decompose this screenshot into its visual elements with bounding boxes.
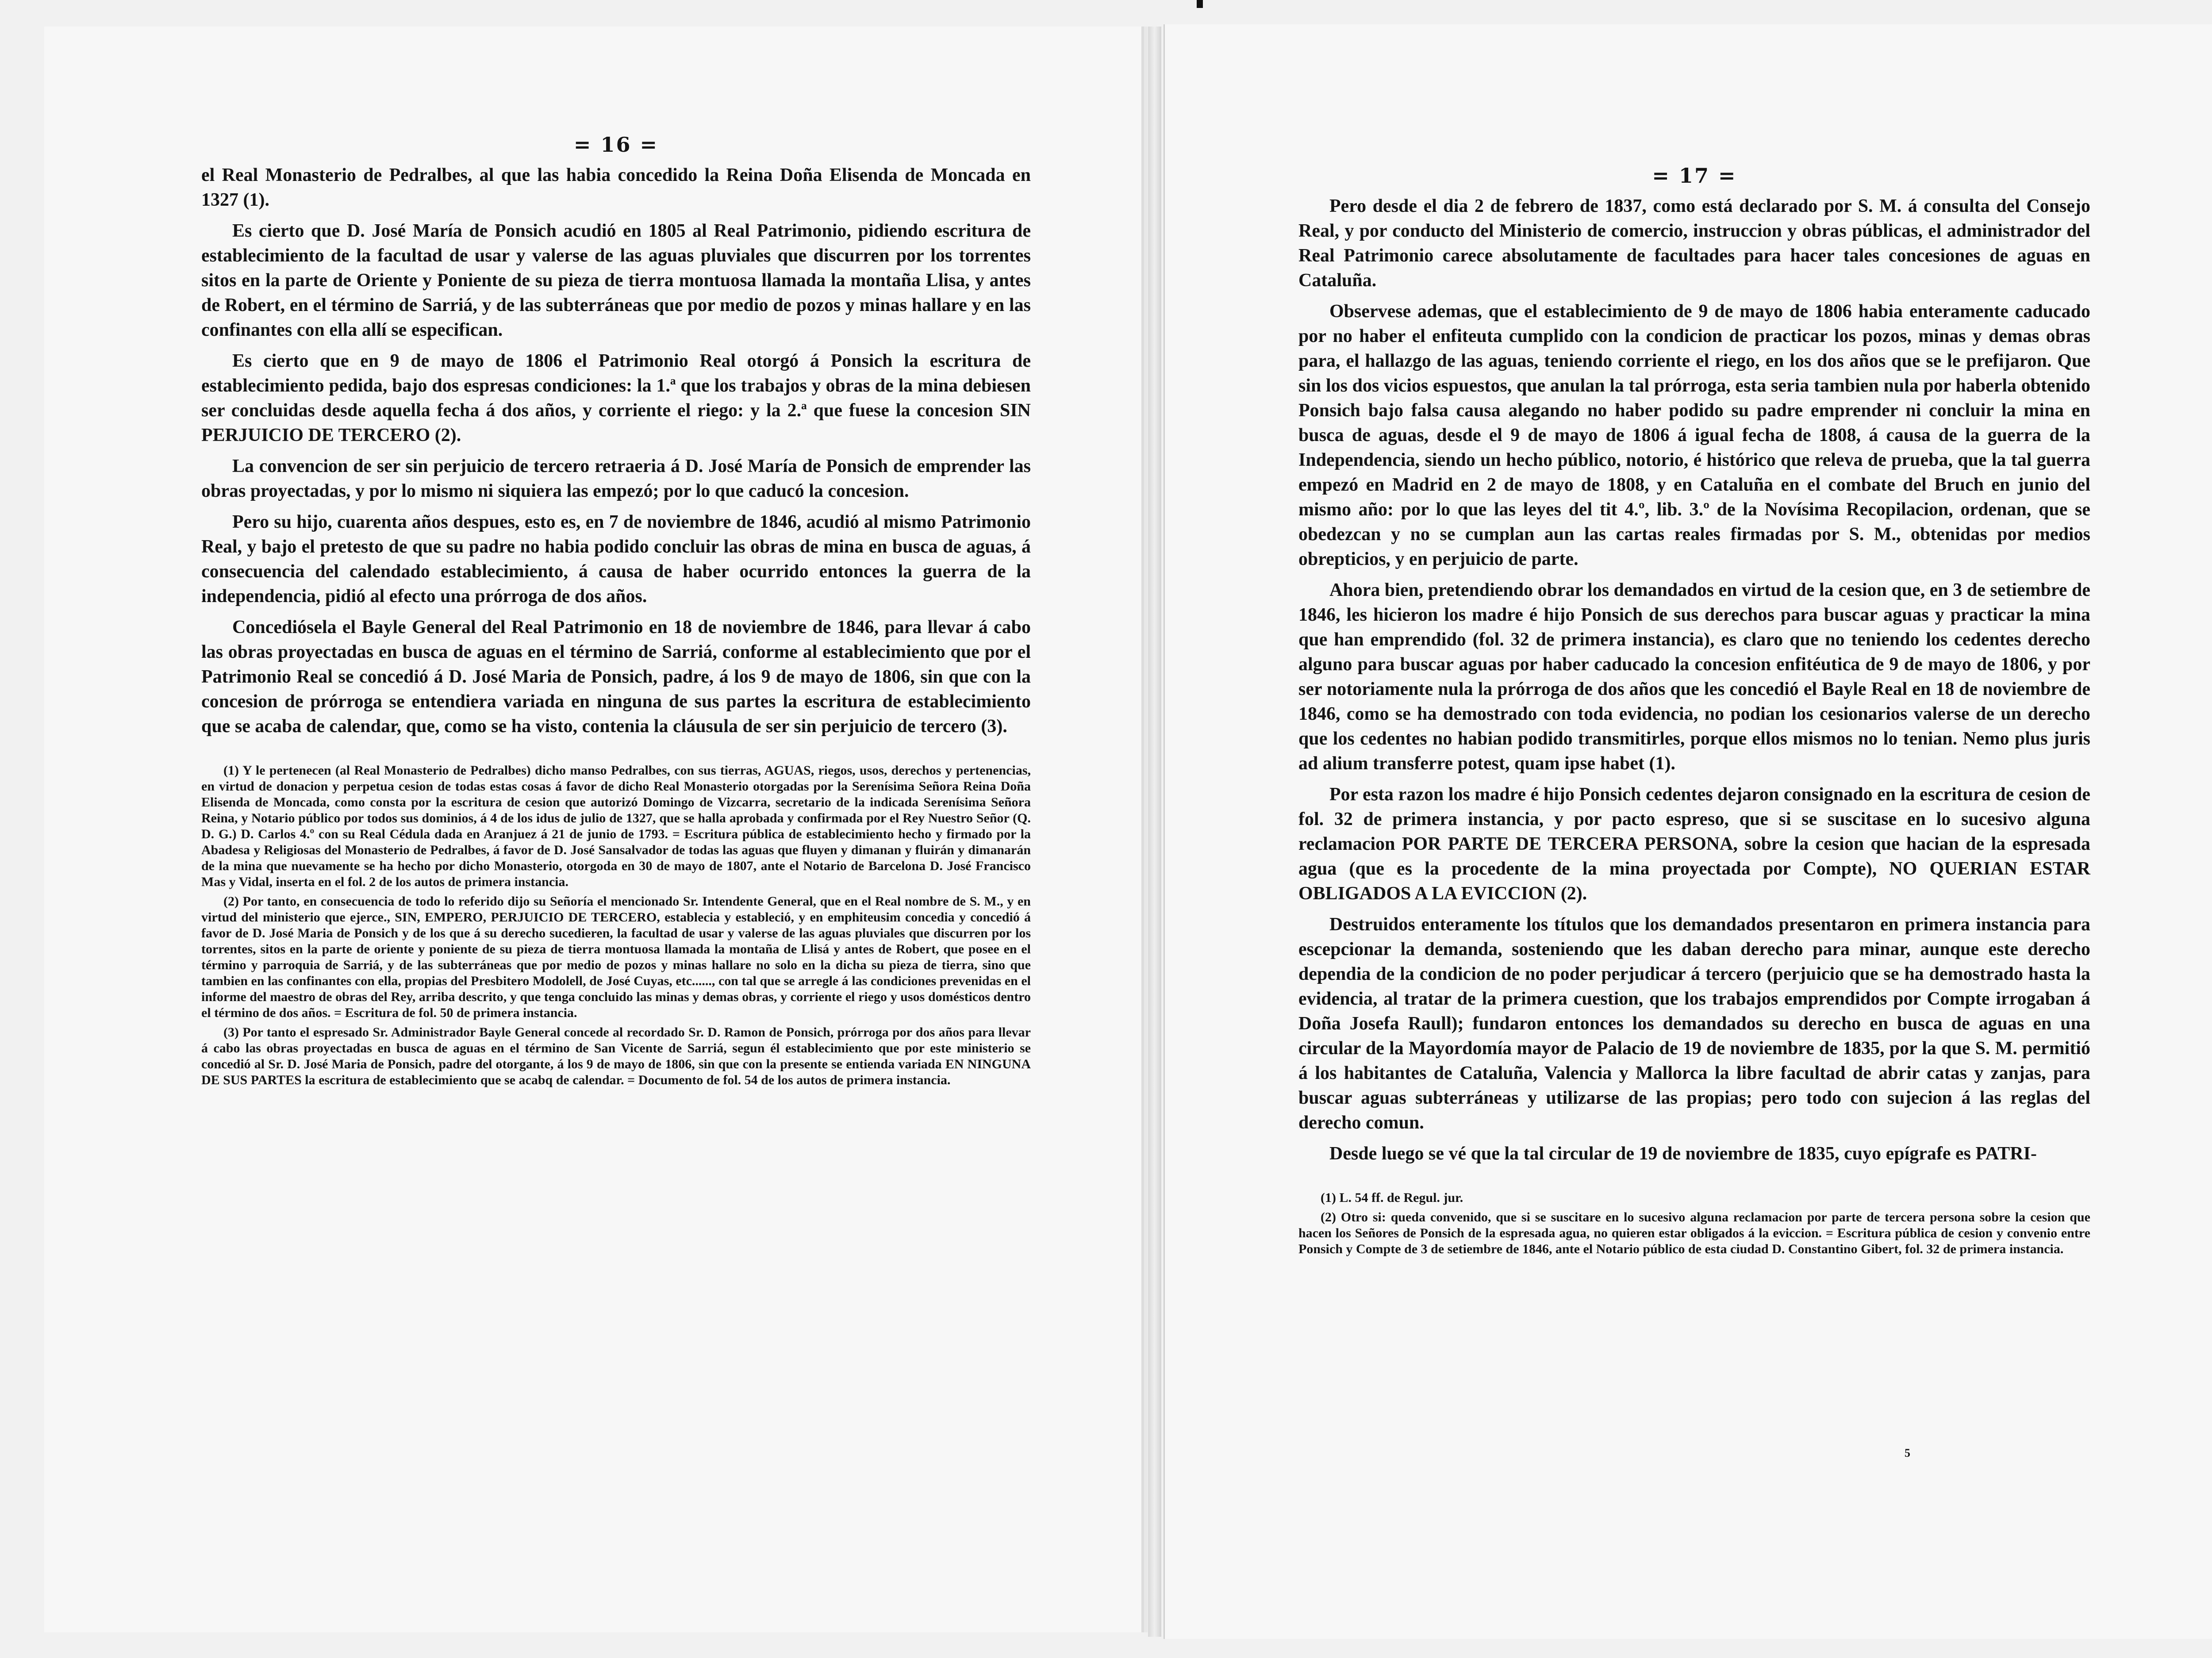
page-number-left: = 16 = [573,133,659,157]
footnote: (2) Otro si: queda convenido, que si se suscitare en lo sucesivo alguna reclamacion por parte de tercera persona sobre la cesion que hacen los Señores de Ponsich de la espresada agua, no quieren estar obligados á la eviccion. = Escritura pública de cesion y convenio entre Ponsich y Compte de 3 de setiembre de 1846, ante el Notario público de esta ciudad D. Constantino Gibert, fol. 32 de primera instancia. [1298,1210,2090,1256]
footnote: (1) L. 54 ff. de Regul. jur. [1321,1190,1463,1205]
paragraph: Por esta razon los madre é hijo Ponsich cedentes dejaron consignado en la escritura de cesion de fol. 32 de primera instancia, y por pacto espreso, que si se suscitase en lo sucesivo alguna reclamacion POR PARTE DE TERCERA PERSONA, sobre la cesion que hacian de la espresada agua (que es la procedente de la mina proyectada por Compte), NO QUERIAN ESTAR OBLIGADOS A LA EVICCION (2). [1298,784,2090,904]
paragraph: Pero su hijo, cuarenta años despues, esto es, en 7 de noviembre de 1846, acudió al mismo Patrimonio Real, y bajo el pretesto de que su padre no habia podido concluir las obras de mina en busca de aguas, á consecuencia del calendado establecimiento, á causa de haber ocurrido entonces la guerra de la independencia, pidió al efecto una prórroga de dos años. [201,512,1031,606]
signature-mark: 5 [1905,1447,1910,1459]
paragraph: Pero desde el dia 2 de febrero de 1837, como está declarado por S. M. á consulta del Consejo Real, y por conducto del Ministerio de comercio, instruccion y obras públicas, el administrador del Real Patrimonio carece absolutamente de facultades para hacer tales concesiones de aguas en Cataluña. [1298,196,2090,291]
book-gutter [1148,27,1161,1637]
paragraph: Ahora bien, pretendiendo obrar los demandados en virtud de la cesion que, en 3 de setiembre de 1846, les hicieron los madre é hijo Ponsich de sus derechos para buscar aguas y practicar la mina que han emprendido (fol. 32 de primera instancia), es claro que no teniendo los cedentes derecho alguno para buscar aguas por haber caducado la concesion enfitéutica de 9 de mayo de 1806, y por ser notoriamente nula la prórroga de dos años que les concedió el Bayle Real en 18 de noviembre de 1846, como se ha demostrado con toda evidencia, no podian los cesionarios valerse de un derecho que los cedentes no habian podido transmitirles, porque ellos mismos no lo tenian. Nemo plus juris ad alium transferre potest, quam ipse habet (1). [1298,580,2090,774]
page-number-right: = 17 = [1652,164,1737,188]
paragraph: Desde luego se vé que la tal circular de 19 de noviembre de 1835, cuyo epígrafe es PATRI- [1329,1144,2037,1164]
paragraph: Destruidos enteramente los títulos que los demandados presentaron en primera instancia para escepcionar la demanda, sosteniendo que les daban derecho para minar, aunque este derecho dependia de la condicion de no poder perjudicar á tercero (perjuicio que se ha demostrado hasta la evidencia, al tratar de la primera cuestion, que los trabajos emprendidos por Compte irrogaban á Doña Josefa Raull); fundaron entonces los demandados su derecho en busca de aguas en una circular de la Mayordomía mayor de Palacio de 19 de noviembre de 1835, por la que S. M. permitió á los habitantes de Cataluña, Valencia y Mallorca la libre facultad de abrir catas y zanjas, para buscar aguas subterráneas y utilizarse de las propias; pero todo con sujecion á las reglas del derecho comun. [1298,914,2090,1133]
footnote-separator [201,745,1031,763]
paragraph: Concediósela el Bayle General del Real Patrimonio en 18 de noviembre de 1846, para llevar á cabo las obras proyectadas en busca de aguas en el término de Sarriá, conforme al establecimiento que por el Patrimonio Real se concedió á D. José Maria de Ponsich, padre, á los 9 de mayo de 1806, sin que con la concesion de prórroga se entendiera variada en ninguna de sus partes la escritura de establecimiento que se acaba de calendar, que, como se ha visto, contenia la cláusula de ser sin perjuicio de tercero (3). [201,617,1031,737]
footnote: (2) Por tanto, en consecuencia de todo lo referido dijo su Señoría el mencionado Sr. Intendente General, que en el Real nombre de S. M., y en virtud del ministerio que ejerce., SIN, EMPERO, PERJUICIO DE TERCERO, establecia y estableció, y en emphiteusim concedia y concedió á favor de D. José Maria de Ponsich y de los que á su derecho sucedieren, la facultad de usar y valerse de las aguas pluviales que discurren por los torrentes, sitos en la parte de oriente y poniente de su pieza de tierra montuosa llamada la montaña de Llisá y antes de Robert, que posee en el término y parroquia de Sarriá, y de las subterráneas que por medio de pozos y minas hallare no solo en la dicha su pieza de tierra, sino que tambien en las confinantes con ella, propias del Presbitero Modolell, de José Cuyas, etc......, con tal que se arregle á las condiciones prevenidas en el informe del maestro de obras del Rey, arriba descrito, y que tenga concluido las minas y demas obras, y corriente el riego y usos domésticos dentro el término de dos años. = Escritura de fol. 50 de primera instancia. [201,894,1031,1020]
left-page-text [201,133,1031,1092]
paragraph: La convencion de ser sin perjuicio de tercero retraeria á D. José María de Ponsich de emprender las obras proyectadas, y por lo mismo ni siquiera las empezó; por lo que caducó la concesion. [201,456,1031,501]
right-page-text [1298,164,2090,1261]
footnote-separator [1298,1172,2090,1190]
paragraph: Observese ademas, que el establecimiento de 9 de mayo de 1806 habia enteramente caducado por no haber el enfiteuta cumplido con la condicion de practicar los pozos, minas y demas obras para, el hallazgo de las aguas, teniendo corriente el riego, en los dos años que se le prefijaron. Que sin los dos vicios espuestos, que anulan la tal prórroga, esta seria tambien nula por haberla obtenido Ponsich bajo falsa causa alegando no haber podido su padre emprender ni concluir la mina en busca de aguas, desde el 9 de mayo de 1806 á igual fecha de 1808, á causa de la guerra de la Independencia, siendo un hecho público, notorio, é histórico que releva de prueba, que la tal guerra empezó en Madrid en 2 de mayo de 1808, y en Cataluña en el combate del Bruch en junio del mismo año: por lo que las leyes del tit 4.º, lib. 3.º de la Novísima Recopilacion, ordenan, que se obedezcan y no se cumplan aun las cartas reales firmadas por S. M., obtenidas por medios obrepticios, y en perjuicio de parte. [1298,301,2090,569]
top-edge-mark [1197,0,1203,8]
footnote: (3) Por tanto el espresado Sr. Administrador Bayle General concede al recordado Sr. D. Ramon de Ponsich, prórroga por dos años para llevar á cabo las obras proyectadas en busca de aguas en el término de San Vicente de Sarriá, segun él establecimiento que por este ministerio se concedió al Sr. D. José Maria de Ponsich, padre del otorgante, á los 9 de mayo de 1806, sin que con la presente se entienda variada EN NINGUNA DE SUS PARTES la escritura de establecimiento que se acabq de calendar. = Documento de fol. 54 de los autos de primera instancia. [201,1025,1031,1087]
footnote: (1) Y le pertenecen (al Real Monasterio de Pedralbes) dicho manso Pedralbes, con sus tierras, AGUAS, riegos, usos, derechos y pertenencias, en virtud de donacion y perpetua cesion de todas estas cosas á favor de dicho Real Monasterio otorgadas por la Serenísima Señora Reina Doña Elisenda de Moncada, como consta por la escritura de cesion que autorizó Domingo de Vizcarra, secretario de la indicada Serenísima Señora Reina, y Notario público por todos sus dominios, á 4 de los idus de julio de 1327, que se halla aprobada y confirmada por el Rey Nuestro Señor (Q. D. G.) D. Carlos 4.º con su Real Cédula dada en Aranjuez á 21 de junio de 1793. = Escritura pública de establecimiento hecho y firmado por la Abadesa y Religiosas del Monasterio de Pedralbes, á favor de D. José Sansalvador de todas las aguas que fluyen y dimanan y fluirán y dimanarán de la mina que nuevamente se ha hecho por dicho Monasterio, otorgoda en 30 de mayo de 1807, ante el Notario de Barcelona D. José Francisco Mas y Vidal, inserta en el fol. 2 de los autos de primera instancia. [201,763,1031,889]
paragraph: el Real Monasterio de Pedralbes, al que las habia concedido la Reina Doña Elisenda de Moncada en 1327 (1). [201,165,1031,210]
paragraph: Es cierto que en 9 de mayo de 1806 el Patrimonio Real otorgó á Ponsich la escritura de establecimiento pedida, bajo dos espresas condiciones: la 1.ª que los trabajos y obras de la mina debiesen ser concluidas desde aquella fecha á dos años, y corriente el riego: y la 2.ª que fuese la concesion SIN PERJUICIO DE TERCERO (2). [201,351,1031,445]
paragraph: Es cierto que D. José María de Ponsich acudió en 1805 al Real Patrimonio, pidiendo escritura de establecimiento de la facultad de usar y valerse de las aguas pluviales que discurren por los torrentes sitos en la parte de Oriente y Poniente de su pieza de tierra montuosa llamada la montaña Llisa, y antes de Robert, en el término de Sarriá, y de las subterráneas que por medio de pozos y minas hallare y en las confinantes con ella allí se especifican. [201,221,1031,340]
